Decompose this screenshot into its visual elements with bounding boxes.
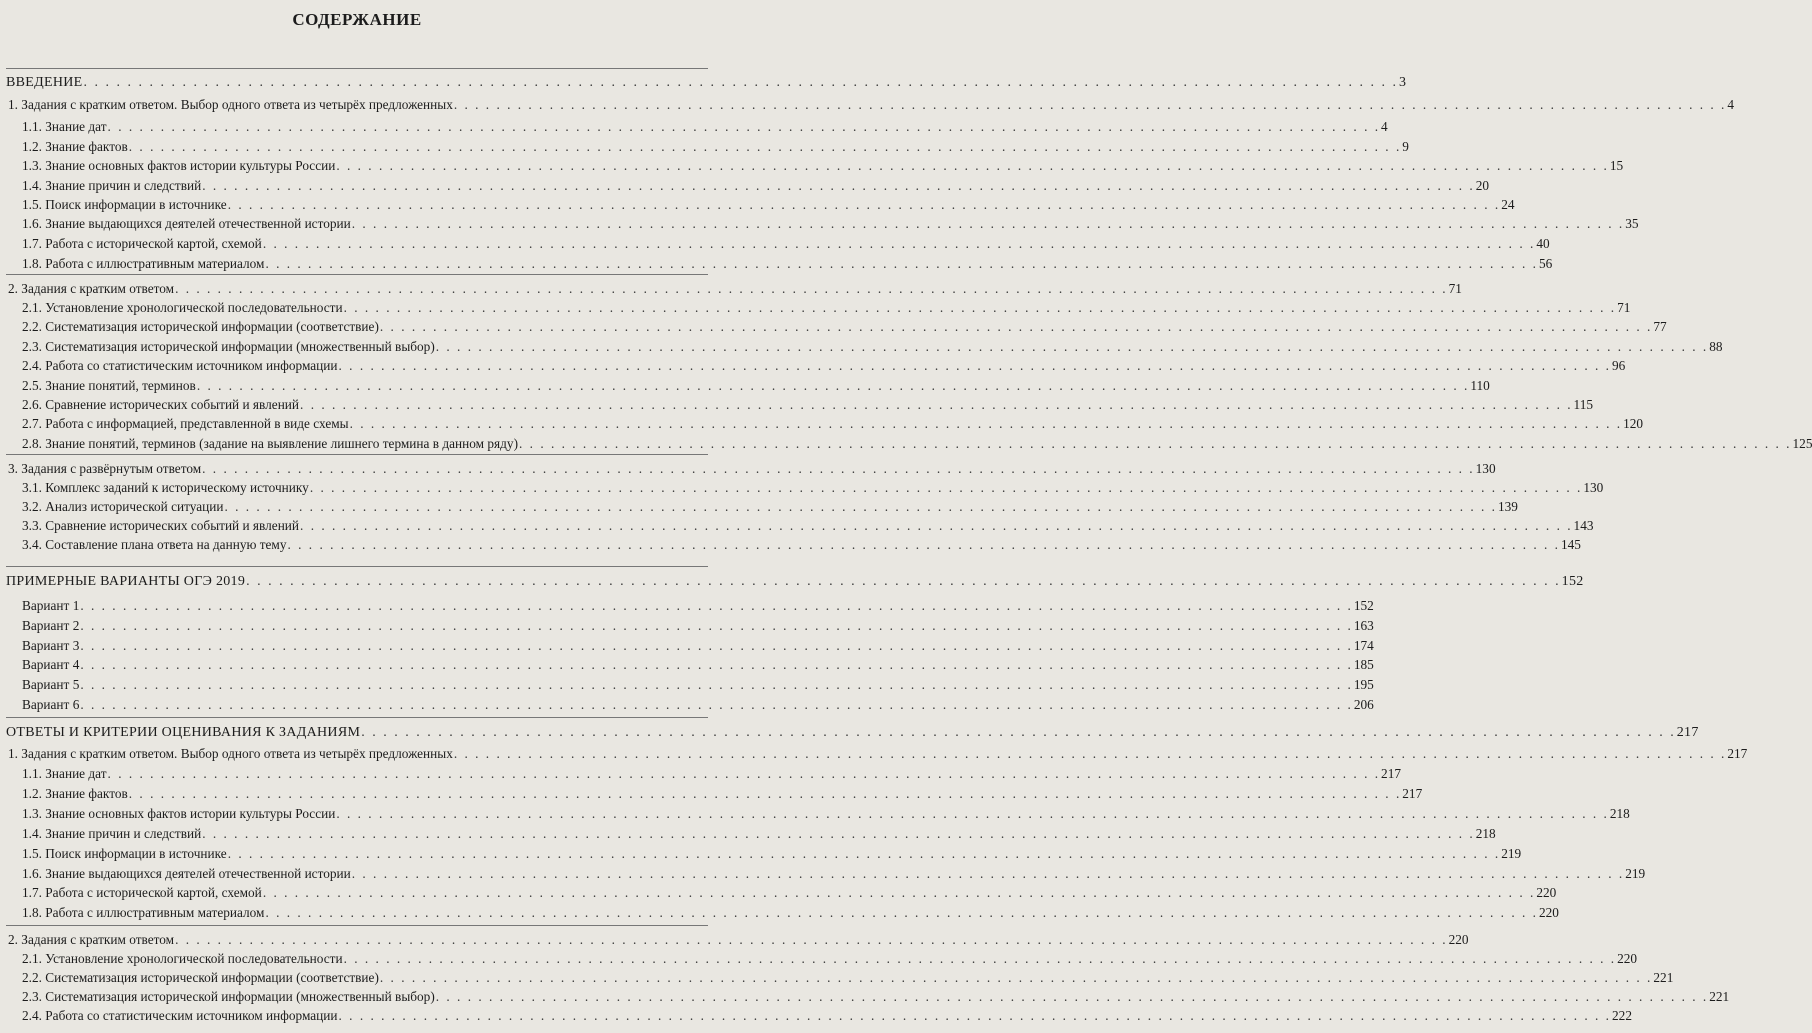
toc-entry[interactable] bbox=[22, 865, 1646, 883]
toc-entry[interactable] bbox=[22, 656, 1374, 674]
dot-leader: . . . . . . . . . . . . . . . . . . . . . . . . . . . . . . . . . . . . . . . . . . . . . . . . . . . . . . . . . . . . . . . . . . . . . . . . . . . . . . . . . . . . . . . . . . . . . . . . . . . . . . . . . . . . . . . . . . . . . . . . bbox=[265, 905, 1538, 920]
toc-entry-label: 1.7. Работа с исторической картой, схемой bbox=[22, 236, 262, 251]
toc-entry[interactable] bbox=[22, 637, 1374, 655]
toc-entry-label: ОТВЕТЫ И КРИТЕРИИ ОЦЕНИВАНИЯ К ЗАДАНИЯМ bbox=[6, 725, 361, 740]
toc-entry-label: 2.3. Систематизация исторической информации (множественный выбор) bbox=[22, 339, 435, 354]
toc-entry[interactable] bbox=[22, 396, 1593, 414]
toc-page-number: 139 bbox=[1497, 499, 1518, 514]
toc-entry-label: 3.4. Составление плана ответа на данную тему bbox=[22, 537, 287, 552]
toc-entry-label: 1. Задания с кратким ответом. Выбор одного ответа из четырёх предложенных bbox=[8, 746, 453, 761]
dot-leader: . . . . . . . . . . . . . . . . . . . . . . . . . . . . . . . . . . . . . . . . . . . . . . . . . . . . . . . . . . . . . . . . . . . . . . . . . . . . . . . . . . . . . . . . . . . . . . . . . . . . . . . . . . . . . . . . . . . . . . . . bbox=[80, 677, 1353, 692]
dot-leader: . . . . . . . . . . . . . . . . . . . . . . . . . . . . . . . . . . . . . . . . . . . . . . . . . . . . . . . . . . . . . . . . . . . . . . . . . . . . . . . . . . . . . . . . . . . . . . . . . . . . . . . . . . . . . . . . . . . . . . . . bbox=[224, 499, 1497, 514]
toc-entry[interactable] bbox=[22, 904, 1559, 922]
section-divider bbox=[6, 717, 708, 718]
dot-leader: . . . . . . . . . . . . . . . . . . . . . . . . . . . . . . . . . . . . . . . . . . . . . . . . . . . . . . . . . . . . . . . . . . . . . . . . . . . . . . . . . . . . . . . . . . . . . . . . . . . . . . . . . . . . . . . . . . . . . . . . bbox=[80, 598, 1353, 613]
toc-entry[interactable] bbox=[22, 1007, 1632, 1025]
dot-leader: . . . . . . . . . . . . . . . . . . . . . . . . . . . . . . . . . . . . . . . . . . . . . . . . . . . . . . . . . . . . . . . . . . . . . . . . . . . . . . . . . . . . . . . . . . . . . . . . . . . . . . . . . . . . . . . . . . . . . . . . bbox=[351, 216, 1625, 231]
toc-page-number: 3 bbox=[1399, 75, 1407, 90]
toc-entry-label: 1.5. Поиск информации в источнике bbox=[22, 197, 227, 212]
toc-entry-label: 2.2. Систематизация исторической информации (соответствие) bbox=[22, 319, 379, 334]
toc-page-number: 40 bbox=[1536, 236, 1550, 251]
toc-page-number: 185 bbox=[1353, 657, 1374, 672]
toc-page-number: 9 bbox=[1402, 139, 1409, 154]
toc-entry-label: 1.7. Работа с исторической картой, схемой bbox=[22, 885, 262, 900]
toc-entry-label: 2.4. Работа со статистическим источником информации bbox=[22, 358, 338, 373]
toc-entry[interactable] bbox=[22, 498, 1518, 516]
toc-entry-label: Вариант 2 bbox=[22, 618, 80, 633]
toc-entry[interactable] bbox=[22, 177, 1490, 195]
toc-entry-label: 1.5. Поиск информации в источнике bbox=[22, 846, 227, 861]
toc-entry-label: 1.2. Знание фактов bbox=[22, 786, 128, 801]
toc-entry[interactable] bbox=[22, 415, 1644, 433]
toc-entry-label: 1.1. Знание дат bbox=[22, 766, 107, 781]
dot-leader: . . . . . . . . . . . . . . . . . . . . . . . . . . . . . . . . . . . . . . . . . . . . . . . . . . . . . . . . . . . . . . . . . . . . . . . . . . . . . . . . . . . . . . . . . . . . . . . . . . . . . . . . . . . . . . . . . . . . . . . . bbox=[227, 846, 1501, 861]
toc-page-number: 217 bbox=[1727, 746, 1748, 761]
toc-entry-label: 2.1. Установление хронологической последовательности bbox=[22, 300, 343, 315]
toc-page-number: 220 bbox=[1536, 885, 1557, 900]
toc-entry-label: 1.8. Работа с иллюстративным материалом bbox=[22, 905, 265, 920]
toc-entry-label: 1.8. Работа с иллюстративным материалом bbox=[22, 256, 265, 271]
page-title: СОДЕРЖАНИЕ bbox=[292, 10, 422, 29]
toc-entry-label: 2.8. Знание понятий, терминов (задание на выявление лишнего термина в данном ряду) bbox=[22, 436, 519, 451]
dot-leader: . . . . . . . . . . . . . . . . . . . . . . . . . . . . . . . . . . . . . . . . . . . . . . . . . . . . . . . . . . . . . . . . . . . . . . . . . . . . . . . . . . . . . . . . . . . . . . . . . . . . . . . . . . . . . . . . . . . . . . . . bbox=[128, 786, 1402, 801]
toc-entry[interactable] bbox=[22, 338, 1723, 356]
toc-entry-label: Вариант 5 bbox=[22, 677, 80, 692]
toc-page-number: 163 bbox=[1353, 618, 1374, 633]
toc-page-number: 130 bbox=[1475, 461, 1496, 476]
toc-entry[interactable] bbox=[22, 617, 1374, 635]
toc-entry-label: 1.1. Знание дат bbox=[22, 119, 107, 134]
toc-entry[interactable] bbox=[22, 196, 1515, 214]
dot-leader: . . . . . . . . . . . . . . . . . . . . . . . . . . . . . . . . . . . . . . . . . . . . . . . . . . . . . . . . . . . . . . . . . . . . . . . . . . . . . . . . . . . . . . . . . . . . . . . . . . . . . . . . . . . . . . . . . . . . . . . . bbox=[349, 416, 1623, 431]
toc-entry-label: 3.2. Анализ исторической ситуации bbox=[22, 499, 224, 514]
dot-leader: . . . . . . . . . . . . . . . . . . . . . . . . . . . . . . . . . . . . . . . . . . . . . . . . . . . . . . . . . . . . . . . . . . . . . . . . . . . . . . . . . . . . . . . . . . . . . . . . . . . . . . . . . . . . . . . . . . . . . . . . bbox=[453, 746, 1727, 761]
toc-entry[interactable] bbox=[22, 696, 1374, 714]
toc-page-number: 174 bbox=[1353, 638, 1374, 653]
toc-page-number: 220 bbox=[1448, 932, 1469, 947]
toc-entry-label: Вариант 1 bbox=[22, 598, 80, 613]
dot-leader: . . . . . . . . . . . . . . . . . . . . . . . . . . . . . . . . . . . . . . . . . . . . . . . . . . . . . . . . . . . . . . . . . . . . . . . . . . . . . . . . . . . . . . . . . . . . . . . . . . . . . . . . . . . . . . . . . . . . . . . . bbox=[128, 139, 1402, 154]
dot-leader: . . . . . . . . . . . . . . . . . . . . . . . . . . . . . . . . . . . . . . . . . . . . . . . . . . . . . . . . . . . . . . . . . . . . . . . . . . . . . . . . . . . . . . . . . . . . . . . . . . . . . . . . . . . . . . . . . . . . . . . . bbox=[202, 826, 1475, 841]
toc-page-number: 96 bbox=[1612, 358, 1626, 373]
toc-page-number: 4 bbox=[1727, 97, 1735, 112]
toc-entry[interactable] bbox=[22, 299, 1631, 317]
toc-page-number: 206 bbox=[1353, 697, 1374, 712]
toc-entry-label: Вариант 4 bbox=[22, 657, 80, 672]
toc-page-number: 120 bbox=[1623, 416, 1644, 431]
toc-section-heading[interactable] bbox=[6, 724, 1699, 742]
toc-page-number: 145 bbox=[1561, 537, 1581, 552]
toc-entry[interactable] bbox=[22, 255, 1553, 273]
dot-leader: . . . . . . . . . . . . . . . . . . . . . . . . . . . . . . . . . . . . . . . . . . . . . . . . . . . . . . . . . . . . . . . . . . . . . . . . . . . . . . . . . . . . . . . . . . . . . . . . . . . . . . . . . . . . . . . . . . . . . . . . bbox=[343, 300, 1617, 315]
toc-entry-label: ВВЕДЕНИЕ bbox=[6, 75, 83, 90]
dot-leader: . . . . . . . . . . . . . . . . . . . . . . . . . . . . . . . . . . . . . . . . . . . . . . . . . . . . . . . . . . . . . . . . . . . . . . . . . . . . . . . . . . . . . . . . . . . . . . . . . . . . . . . . . . . . . . . . . . . . . . . . bbox=[361, 725, 1676, 740]
toc-entry[interactable] bbox=[22, 318, 1667, 336]
dot-leader: . . . . . . . . . . . . . . . . . . . . . . . . . . . . . . . . . . . . . . . . . . . . . . . . . . . . . . . . . . . . . . . . . . . . . . . . . . . . . . . . . . . . . . . . . . . . . . . . . . . . . . . . . . . . . . . . . . . . . . . . bbox=[202, 178, 1475, 193]
section-divider bbox=[6, 68, 708, 69]
toc-entry-label: 2.4. Работа со статистическим источником информации bbox=[22, 1008, 338, 1023]
dot-leader: . . . . . . . . . . . . . . . . . . . . . . . . . . . . . . . . . . . . . . . . . . . . . . . . . . . . . . . . . . . . . . . . . . . . . . . . . . . . . . . . . . . . . . . . . . . . . . . . . . . . . . . . . . . . . . . . . . . . . . . . bbox=[338, 358, 1612, 373]
toc-entry[interactable] bbox=[22, 765, 1401, 783]
dot-leader: . . . . . . . . . . . . . . . . . . . . . . . . . . . . . . . . . . . . . . . . . . . . . . . . . . . . . . . . . . . . . . . . . . . . . . . . . . . . . . . . . . . . . . . . . . . . . . . . . . . . . . . . . . . . . . . . . . . . . . . . bbox=[80, 618, 1353, 633]
toc-page-number: 24 bbox=[1501, 197, 1515, 212]
toc-entry[interactable] bbox=[8, 931, 1469, 949]
dot-leader: . . . . . . . . . . . . . . . . . . . . . . . . . . . . . . . . . . . . . . . . . . . . . . . . . . . . . . . . . . . . . . . . . . . . . . . . . . . . . . . . . . . . . . . . . . . . . . . . . . . . . . . . . . . . . . . . . . . . . . . . bbox=[196, 378, 1470, 393]
toc-entry[interactable] bbox=[22, 884, 1557, 902]
dot-leader: . . . . . . . . . . . . . . . . . . . . . . . . . . . . . . . . . . . . . . . . . . . . . . . . . . . . . . . . . . . . . . . . . . . . . . . . . . . . . . . . . . . . . . . . . . . . . . . . . . . . . . . . . . . . . . . . . . . . . . . . bbox=[435, 339, 1709, 354]
dot-leader: . . . . . . . . . . . . . . . . . . . . . . . . . . . . . . . . . . . . . . . . . . . . . . . . . . . . . . . . . . . . . . . . . . . . . . . . . . . . . . . . . . . . . . . . . . . . . . . . . . . . . . . . . . . . . . . . . . . . . . . . bbox=[379, 319, 1653, 334]
dot-leader: . . . . . . . . . . . . . . . . . . . . . . . . . . . . . . . . . . . . . . . . . . . . . . . . . . . . . . . . . . . . . . . . . . . . . . . . . . . . . . . . . . . . . . . . . . . . . . . . . . . . . . . . . . . . . . . . . . . . . . . . bbox=[83, 75, 1399, 90]
toc-entry[interactable] bbox=[8, 460, 1496, 478]
toc-entry-label: 2.3. Систематизация исторической информации (множественный выбор) bbox=[22, 989, 435, 1004]
section-divider bbox=[6, 566, 708, 567]
toc-entry-label: 2.5. Знание понятий, терминов bbox=[22, 378, 196, 393]
toc-page-number: 217 bbox=[1381, 766, 1401, 781]
toc-page-number: 56 bbox=[1538, 256, 1553, 271]
dot-leader: . . . . . . . . . . . . . . . . . . . . . . . . . . . . . . . . . . . . . . . . . . . . . . . . . . . . . . . . . . . . . . . . . . . . . . . . . . . . . . . . . . . . . . . . . . . . . . . . . . . . . . . . . . . . . . . . . . . . . . . . bbox=[519, 436, 1792, 451]
toc-entry-label: 2.7. Работа с информацией, представленной в виде схемы bbox=[22, 416, 349, 431]
toc-entry[interactable] bbox=[22, 825, 1496, 843]
toc-entry-label: 1.6. Знание выдающихся деятелей отечественной истории bbox=[22, 866, 351, 881]
toc-page-number: 218 bbox=[1609, 806, 1630, 821]
dot-leader: . . . . . . . . . . . . . . . . . . . . . . . . . . . . . . . . . . . . . . . . . . . . . . . . . . . . . . . . . . . . . . . . . . . . . . . . . . . . . . . . . . . . . . . . . . . . . . . . . . . . . . . . . . . . . . . . . . . . . . . . bbox=[262, 236, 1536, 251]
toc-page-number: 218 bbox=[1475, 826, 1496, 841]
toc-section-heading[interactable] bbox=[6, 573, 1584, 591]
dot-leader: . . . . . . . . . . . . . . . . . . . . . . . . . . . . . . . . . . . . . . . . . . . . . . . . . . . . . . . . . . . . . . . . . . . . . . . . . . . . . . . . . . . . . . . . . . . . . . . . . . . . . . . . . . . . . . . . . . . . . . . . bbox=[107, 766, 1381, 781]
dot-leader: . . . . . . . . . . . . . . . . . . . . . . . . . . . . . . . . . . . . . . . . . . . . . . . . . . . . . . . . . . . . . . . . . . . . . . . . . . . . . . . . . . . . . . . . . . . . . . . . . . . . . . . . . . . . . . . . . . . . . . . . bbox=[453, 97, 1727, 112]
toc-page-number: 125 bbox=[1792, 436, 1812, 451]
toc-page-number: 15 bbox=[1609, 158, 1624, 173]
dot-leader: . . . . . . . . . . . . . . . . . . . . . . . . . . . . . . . . . . . . . . . . . . . . . . . . . . . . . . . . . . . . . . . . . . . . . . . . . . . . . . . . . . . . . . . . . . . . . . . . . . . . . . . . . . . . . . . . . . . . . . . . bbox=[80, 657, 1353, 672]
toc-page-number: 20 bbox=[1475, 178, 1490, 193]
toc-entry[interactable] bbox=[22, 805, 1630, 823]
toc-entry-label: 2.6. Сравнение исторических событий и явлений bbox=[22, 397, 300, 412]
toc-page-number: 130 bbox=[1583, 480, 1604, 495]
toc-page-number: 143 bbox=[1573, 518, 1594, 533]
toc-section-heading[interactable] bbox=[6, 74, 1407, 92]
toc-page-number: 217 bbox=[1676, 725, 1699, 740]
toc-entry[interactable] bbox=[22, 138, 1409, 156]
toc-entry-label: 2. Задания с кратким ответом bbox=[8, 932, 175, 947]
toc-entry-label: Вариант 3 bbox=[22, 638, 80, 653]
toc-entry[interactable] bbox=[22, 845, 1522, 863]
toc-entry[interactable] bbox=[22, 517, 1594, 535]
toc-page-number: 220 bbox=[1617, 951, 1638, 966]
toc-entry[interactable] bbox=[22, 988, 1730, 1006]
dot-leader: . . . . . . . . . . . . . . . . . . . . . . . . . . . . . . . . . . . . . . . . . . . . . . . . . . . . . . . . . . . . . . . . . . . . . . . . . . . . . . . . . . . . . . . . . . . . . . . . . . . . . . . . . . . . . . . . . . . . . . . . bbox=[336, 806, 1609, 821]
toc-page-number: 71 bbox=[1617, 300, 1631, 315]
toc-page-number: 35 bbox=[1625, 216, 1639, 231]
toc-page-number: 115 bbox=[1573, 397, 1593, 412]
toc-entry[interactable] bbox=[22, 215, 1639, 233]
section-divider bbox=[6, 454, 708, 455]
toc-entry[interactable] bbox=[22, 969, 1674, 987]
toc-page-number: 4 bbox=[1381, 119, 1388, 134]
toc-entry-label: 2.2. Систематизация исторической информации (соответствие) bbox=[22, 970, 379, 985]
dot-leader: . . . . . . . . . . . . . . . . . . . . . . . . . . . . . . . . . . . . . . . . . . . . . . . . . . . . . . . . . . . . . . . . . . . . . . . . . . . . . . . . . . . . . . . . . . . . . . . . . . . . . . . . . . . . . . . . . . . . . . . . bbox=[379, 970, 1653, 985]
toc-entry-label: 1.3. Знание основных фактов истории культуры России bbox=[22, 806, 336, 821]
toc-entry[interactable] bbox=[8, 280, 1462, 298]
section-divider bbox=[6, 274, 708, 275]
toc-page-number: 71 bbox=[1448, 281, 1462, 296]
toc-entry[interactable] bbox=[22, 479, 1604, 497]
toc-entry[interactable] bbox=[22, 536, 1581, 554]
toc-entry-label: 3.3. Сравнение исторических событий и явлений bbox=[22, 518, 300, 533]
toc-entry[interactable] bbox=[22, 157, 1624, 175]
toc-entry[interactable] bbox=[22, 597, 1374, 615]
toc-page-number: 221 bbox=[1709, 989, 1730, 1004]
dot-leader: . . . . . . . . . . . . . . . . . . . . . . . . . . . . . . . . . . . . . . . . . . . . . . . . . . . . . . . . . . . . . . . . . . . . . . . . . . . . . . . . . . . . . . . . . . . . . . . . . . . . . . . . . . . . . . . . . . . . . . . . bbox=[338, 1008, 1612, 1023]
dot-leader: . . . . . . . . . . . . . . . . . . . . . . . . . . . . . . . . . . . . . . . . . . . . . . . . . . . . . . . . . . . . . . . . . . . . . . . . . . . . . . . . . . . . . . . . . . . . . . . . . . . . . . . . . . . . . . . . . . . . . . . . bbox=[343, 951, 1617, 966]
toc-page-number: 110 bbox=[1470, 378, 1490, 393]
toc-entry[interactable] bbox=[8, 745, 1748, 763]
toc-page-number: 195 bbox=[1353, 677, 1374, 692]
toc-entry-label: ПРИМЕРНЫЕ ВАРИАНТЫ ОГЭ 2019 bbox=[6, 574, 246, 589]
toc-entry-label: 2. Задания с кратким ответом bbox=[8, 281, 175, 296]
dot-leader: . . . . . . . . . . . . . . . . . . . . . . . . . . . . . . . . . . . . . . . . . . . . . . . . . . . . . . . . . . . . . . . . . . . . . . . . . . . . . . . . . . . . . . . . . . . . . . . . . . . . . . . . . . . . . . . . . . . . . . . . bbox=[227, 197, 1501, 212]
toc-page-number: 219 bbox=[1625, 866, 1646, 881]
dot-leader: . . . . . . . . . . . . . . . . . . . . . . . . . . . . . . . . . . . . . . . . . . . . . . . . . . . . . . . . . . . . . . . . . . . . . . . . . . . . . . . . . . . . . . . . . . . . . . . . . . . . . . . . . . . . . . . . . . . . . . . . bbox=[202, 461, 1475, 476]
toc-page-number: 219 bbox=[1501, 846, 1522, 861]
toc-entry[interactable] bbox=[22, 676, 1374, 694]
toc-page-number: 221 bbox=[1653, 970, 1674, 985]
toc-entry[interactable] bbox=[22, 435, 1812, 453]
toc-entry-label: 3. Задания с развёрнутым ответом bbox=[8, 461, 202, 476]
dot-leader: . . . . . . . . . . . . . . . . . . . . . . . . . . . . . . . . . . . . . . . . . . . . . . . . . . . . . . . . . . . . . . . . . . . . . . . . . . . . . . . . . . . . . . . . . . . . . . . . . . . . . . . . . . . . . . . . . . . . . . . . bbox=[246, 574, 1561, 589]
dot-leader: . . . . . . . . . . . . . . . . . . . . . . . . . . . . . . . . . . . . . . . . . . . . . . . . . . . . . . . . . . . . . . . . . . . . . . . . . . . . . . . . . . . . . . . . . . . . . . . . . . . . . . . . . . . . . . . . . . . . . . . . bbox=[287, 537, 1560, 552]
toc-entry[interactable] bbox=[22, 950, 1638, 968]
dot-leader: . . . . . . . . . . . . . . . . . . . . . . . . . . . . . . . . . . . . . . . . . . . . . . . . . . . . . . . . . . . . . . . . . . . . . . . . . . . . . . . . . . . . . . . . . . . . . . . . . . . . . . . . . . . . . . . . . . . . . . . . bbox=[80, 638, 1353, 653]
dot-leader: . . . . . . . . . . . . . . . . . . . . . . . . . . . . . . . . . . . . . . . . . . . . . . . . . . . . . . . . . . . . . . . . . . . . . . . . . . . . . . . . . . . . . . . . . . . . . . . . . . . . . . . . . . . . . . . . . . . . . . . . bbox=[107, 119, 1381, 134]
toc-entry[interactable] bbox=[22, 235, 1550, 253]
toc-entry-label: 1.2. Знание фактов bbox=[22, 139, 128, 154]
toc-entry[interactable] bbox=[8, 96, 1735, 114]
toc-entry[interactable] bbox=[22, 357, 1626, 375]
toc-page-number: 217 bbox=[1402, 786, 1423, 801]
dot-leader: . . . . . . . . . . . . . . . . . . . . . . . . . . . . . . . . . . . . . . . . . . . . . . . . . . . . . . . . . . . . . . . . . . . . . . . . . . . . . . . . . . . . . . . . . . . . . . . . . . . . . . . . . . . . . . . . . . . . . . . . bbox=[175, 281, 1448, 296]
dot-leader: . . . . . . . . . . . . . . . . . . . . . . . . . . . . . . . . . . . . . . . . . . . . . . . . . . . . . . . . . . . . . . . . . . . . . . . . . . . . . . . . . . . . . . . . . . . . . . . . . . . . . . . . . . . . . . . . . . . . . . . . bbox=[300, 518, 1573, 533]
toc-entry[interactable] bbox=[22, 785, 1423, 803]
dot-leader: . . . . . . . . . . . . . . . . . . . . . . . . . . . . . . . . . . . . . . . . . . . . . . . . . . . . . . . . . . . . . . . . . . . . . . . . . . . . . . . . . . . . . . . . . . . . . . . . . . . . . . . . . . . . . . . . . . . . . . . . bbox=[351, 866, 1625, 881]
dot-leader: . . . . . . . . . . . . . . . . . . . . . . . . . . . . . . . . . . . . . . . . . . . . . . . . . . . . . . . . . . . . . . . . . . . . . . . . . . . . . . . . . . . . . . . . . . . . . . . . . . . . . . . . . . . . . . . . . . . . . . . . bbox=[435, 989, 1709, 1004]
dot-leader: . . . . . . . . . . . . . . . . . . . . . . . . . . . . . . . . . . . . . . . . . . . . . . . . . . . . . . . . . . . . . . . . . . . . . . . . . . . . . . . . . . . . . . . . . . . . . . . . . . . . . . . . . . . . . . . . . . . . . . . . bbox=[80, 697, 1353, 712]
toc-page-number: 220 bbox=[1538, 905, 1559, 920]
toc-page-number: 222 bbox=[1612, 1008, 1632, 1023]
toc-entry-label: 3.1. Комплекс заданий к историческому источнику bbox=[22, 480, 309, 495]
toc-entry-label: 1.3. Знание основных фактов истории культуры России bbox=[22, 158, 336, 173]
dot-leader: . . . . . . . . . . . . . . . . . . . . . . . . . . . . . . . . . . . . . . . . . . . . . . . . . . . . . . . . . . . . . . . . . . . . . . . . . . . . . . . . . . . . . . . . . . . . . . . . . . . . . . . . . . . . . . . . . . . . . . . . bbox=[309, 480, 1583, 495]
toc-entry[interactable] bbox=[22, 118, 1388, 136]
dot-leader: . . . . . . . . . . . . . . . . . . . . . . . . . . . . . . . . . . . . . . . . . . . . . . . . . . . . . . . . . . . . . . . . . . . . . . . . . . . . . . . . . . . . . . . . . . . . . . . . . . . . . . . . . . . . . . . . . . . . . . . . bbox=[265, 256, 1538, 271]
section-divider bbox=[6, 925, 708, 926]
toc-page-number: 152 bbox=[1353, 598, 1374, 613]
toc-entry-label: 1.4. Знание причин и следствий bbox=[22, 826, 202, 841]
toc-entry-label: 2.1. Установление хронологической последовательности bbox=[22, 951, 343, 966]
toc-entry-label: 1.6. Знание выдающихся деятелей отечественной истории bbox=[22, 216, 351, 231]
dot-leader: . . . . . . . . . . . . . . . . . . . . . . . . . . . . . . . . . . . . . . . . . . . . . . . . . . . . . . . . . . . . . . . . . . . . . . . . . . . . . . . . . . . . . . . . . . . . . . . . . . . . . . . . . . . . . . . . . . . . . . . . bbox=[262, 885, 1536, 900]
toc-entry-label: Вариант 6 bbox=[22, 697, 80, 712]
dot-leader: . . . . . . . . . . . . . . . . . . . . . . . . . . . . . . . . . . . . . . . . . . . . . . . . . . . . . . . . . . . . . . . . . . . . . . . . . . . . . . . . . . . . . . . . . . . . . . . . . . . . . . . . . . . . . . . . . . . . . . . . bbox=[175, 932, 1448, 947]
toc-entry[interactable] bbox=[22, 377, 1490, 395]
toc-page-number: 152 bbox=[1561, 574, 1584, 589]
toc-page-number: 77 bbox=[1653, 319, 1667, 334]
toc-entry-label: 1. Задания с кратким ответом. Выбор одного ответа из четырёх предложенных bbox=[8, 97, 453, 112]
dot-leader: . . . . . . . . . . . . . . . . . . . . . . . . . . . . . . . . . . . . . . . . . . . . . . . . . . . . . . . . . . . . . . . . . . . . . . . . . . . . . . . . . . . . . . . . . . . . . . . . . . . . . . . . . . . . . . . . . . . . . . . . bbox=[336, 158, 1609, 173]
dot-leader: . . . . . . . . . . . . . . . . . . . . . . . . . . . . . . . . . . . . . . . . . . . . . . . . . . . . . . . . . . . . . . . . . . . . . . . . . . . . . . . . . . . . . . . . . . . . . . . . . . . . . . . . . . . . . . . . . . . . . . . . bbox=[300, 397, 1573, 412]
toc-page-number: 88 bbox=[1709, 339, 1723, 354]
toc-entry-label: 1.4. Знание причин и следствий bbox=[22, 178, 202, 193]
